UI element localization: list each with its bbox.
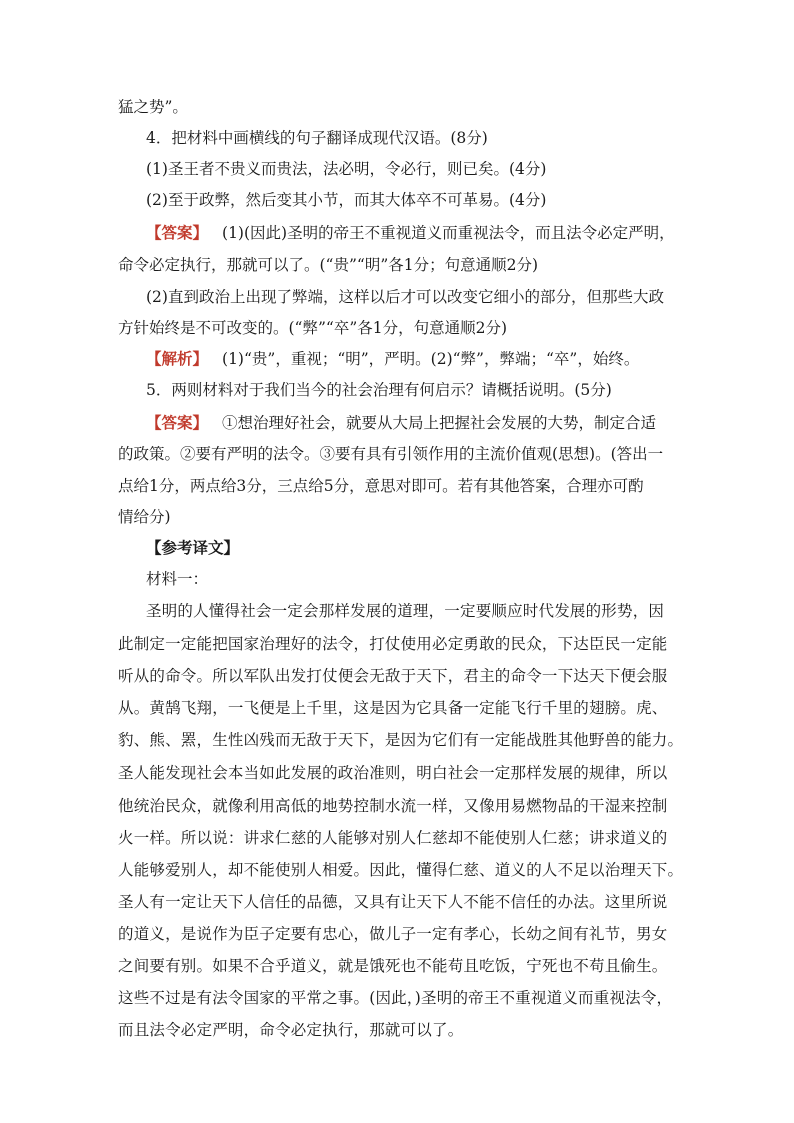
question-4-answer-line-2: 命令必定执行，那就可以了。(“贵”“明”各1分；句意通顺2分) [118, 256, 539, 274]
translation-line: 火一样。所以说：讲求仁慈的人能够对别人仁慈却不能使别人仁慈；讲求道义的 [118, 829, 668, 847]
translation-line: 他统治民众，就像利用高低的地势控制水流一样，又像用易燃物品的干湿来控制 [118, 797, 668, 815]
answer-text: (1)(因此)圣明的帝王不重视道义而重视法令，而且法令必定严明， [222, 224, 675, 242]
top-line: 猛之势”。 [118, 98, 188, 116]
translation-line: 圣人有一定让天下人信任的品德，又具有让天下人不能不信任的办法。这里所说 [118, 893, 668, 911]
translation-line: 圣明的人懂得社会一定会那样发展的道理，一定要顺应时代发展的形势，因 [146, 602, 665, 620]
translation-line: 而且法令必定严明，命令必定执行，那就可以了。 [118, 1021, 464, 1039]
question-4-answer-2-line-1: (2)直到政治上出现了弊端，这样以后才可以改变它细小的部分，但那些大政 [146, 288, 664, 306]
question-4-answer-2-line-2: 方针始终是不可改变的。(“弊”“卒”各1分，句意通顺2分) [118, 319, 508, 337]
question-4-item-1: (1)圣王者不贵义而贵法，法必明，令必行，则已矣。(4分) [146, 160, 547, 178]
question-5-answer-line-1 [146, 413, 656, 433]
translation-line: 这些不过是有法令国家的平常之事。(因此，)圣明的帝王不重视道义而重视法令， [118, 989, 673, 1007]
answer-text: ①想治理好社会，就要从大局上把握社会发展的大势，制定合适 [222, 414, 657, 432]
answer-tag: 【答案】 [146, 223, 209, 242]
question-5-answer-line-3: 点给1分，两点给3分，三点给5分，意思对即可。若有其他答案，合理亦可酌 [118, 477, 644, 495]
question-5-title: 5．两则材料对于我们当今的社会治理有何启示？请概括说明。(5分) [146, 381, 612, 399]
translation-line: 人能够爱别人，却不能使别人相爱。因此，懂得仁慈、道义的人不足以治理天下。 [118, 861, 684, 879]
question-5-answer-line-4: 情给分) [118, 508, 171, 526]
translation-line: 听从的命令。所以军队出发打仗便会无敌于天下，君主的命令一下达天下便会服 [118, 667, 668, 685]
translation-line: 圣人能发现社会本当如此发展的政治准则，明白社会一定那样发展的规律，所以 [118, 764, 668, 782]
material-1-label: 材料一： [146, 570, 209, 588]
question-4-answer-line-1 [146, 223, 675, 243]
question-4-item-2: (2)至于政弊，然后变其小节，而其大体卒不可革易。(4分) [146, 191, 547, 209]
translation-line: 豹、熊、罴，生性凶残而无敌于天下，是因为它们有一定能战胜其他野兽的能力。 [118, 731, 684, 749]
analysis-tag: 【解析】 [146, 349, 209, 368]
translation-line: 此制定一定能把国家治理好的法令，打仗使用必定勇敢的民众，下达臣民一定能 [118, 635, 668, 653]
question-4-analysis [146, 349, 639, 369]
translation-line: 之间要有别。如果不合乎道义，就是饿死也不能苟且吃饭，宁死也不苟且偷生。 [118, 957, 668, 975]
analysis-text: (1)“贵”，重视；“明”，严明。(2)“弊”，弊端；“卒”，始终。 [222, 350, 640, 368]
answer-tag: 【答案】 [146, 413, 209, 432]
question-5-answer-line-2: 的政策。②要有严明的法令。③要有具有引领作用的主流价值观(思想)。(答出一 [118, 445, 664, 463]
translation-line: 的道义，是说作为臣子定要有忠心，做儿子一定有孝心，长幼之间有礼节，男女 [118, 925, 668, 943]
reference-translation-heading: 【参考译文】 [146, 538, 240, 557]
translation-line: 从。黄鹄飞翔，一飞便是上千里，这是因为它具备一定能飞行千里的翅膀。虎、 [118, 699, 668, 717]
question-4-title: 4．把材料中画横线的句子翻译成现代汉语。(8分) [146, 129, 488, 147]
